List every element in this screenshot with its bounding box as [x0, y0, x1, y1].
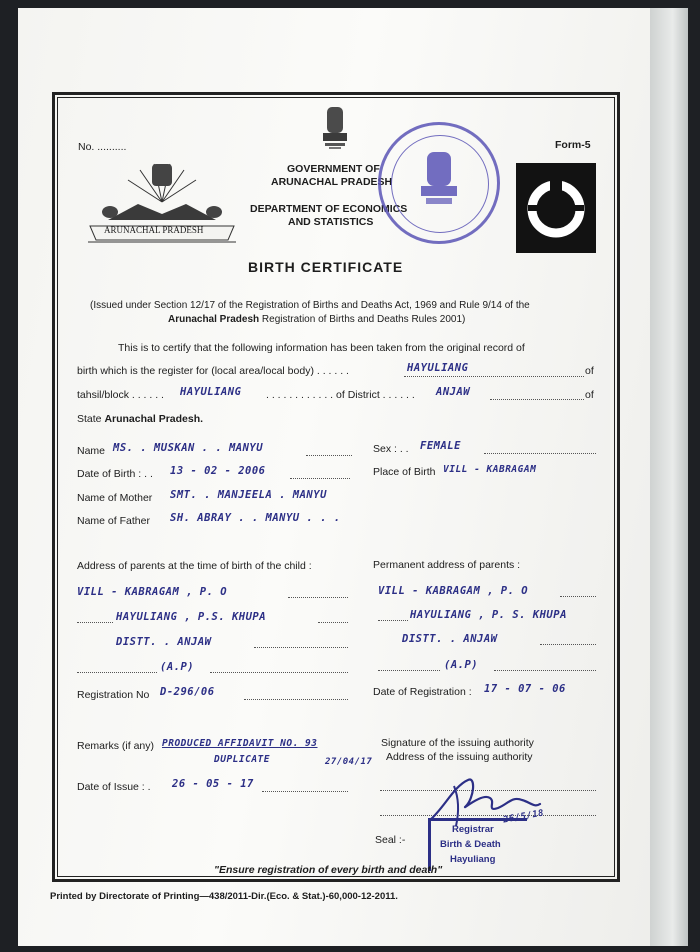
registration-no-label: Registration No	[77, 689, 150, 701]
signature-label: Signature of the issuing authority	[381, 737, 534, 749]
seal-line2: Birth & Death	[440, 839, 501, 850]
printer-footer: Printed by Directorate of Printing—438/2011-Dir.(Eco. & Stat.)-60,000-12-2011.	[50, 891, 398, 902]
remarks-label: Remarks (if any)	[77, 740, 155, 752]
issued-state: Arunachal Pradesh	[168, 314, 260, 325]
state-value: Arunachal Pradesh.	[104, 413, 204, 425]
of-label-2: of	[585, 389, 594, 401]
number-label: No. ..........	[78, 141, 127, 153]
permanent-address-dots2	[378, 620, 408, 621]
father-value: SH. ABRAY . . MANYU . . .	[170, 512, 341, 524]
registration-no-value: D-296/06	[160, 686, 215, 698]
birth-address-line4: (A.P)	[160, 661, 195, 673]
mother-label: Name of Mother	[77, 492, 153, 504]
seal-line1: Registrar	[452, 824, 494, 835]
birth-address-line3: DISTT. . ANJAW	[116, 636, 212, 648]
issue-date-value: 26 - 05 - 17	[172, 778, 254, 790]
slogan: "Ensure registration of every birth and death"	[214, 864, 443, 876]
gov-line2: ARUNACHAL PRADESH	[271, 176, 393, 188]
ashoka-emblem-icon	[321, 105, 349, 151]
remarks-duplicate: DUPLICATE	[214, 754, 270, 765]
birth-address-dots3	[254, 647, 348, 648]
name-value: MS. . MUSKAN . . MANYU	[113, 442, 264, 454]
registration-date-value: 17 - 07 - 06	[484, 683, 566, 695]
birth-address-dots2	[77, 622, 113, 623]
issued-rest: Registration of Births and Deaths Rules 2001)	[259, 314, 466, 325]
sex-dots	[484, 453, 596, 454]
permanent-address-dots3	[540, 644, 596, 645]
permanent-address-line2: HAYULIANG , P. S. KHUPA	[410, 609, 567, 621]
name-dots	[306, 455, 352, 456]
permanent-address-dots4b	[494, 670, 596, 671]
birth-address-dots4b	[210, 672, 348, 673]
laminate-edge	[650, 8, 688, 946]
pob-value: VILL - KABRAGAM	[443, 464, 537, 475]
local-body-value: HAYULIANG	[407, 362, 469, 374]
seal-label: Seal :-	[375, 834, 406, 846]
remarks-date: 27/04/17	[325, 757, 373, 767]
local-body-label: birth which is the register for (local area/local body) . . . . . .	[77, 365, 349, 377]
form-label: Form-5	[555, 139, 591, 151]
gov-line1: GOVERNMENT OF	[287, 163, 380, 175]
issue-date-dots	[262, 791, 348, 792]
certify-line1: This is to certify that the following information has been taken from the original record of	[118, 342, 525, 354]
issued-line1: (Issued under Section 12/17 of the Registration of Births and Deaths Act, 1969 and Rule 9/14 of the	[90, 300, 530, 311]
registration-no-dots	[244, 699, 348, 700]
pob-label: Place of Birth	[373, 466, 436, 478]
father-label: Name of Father	[77, 515, 150, 527]
issue-date-label: Date of Issue : .	[77, 781, 151, 793]
district-value: ANJAW	[436, 386, 471, 398]
dept-line2: AND STATISTICS	[288, 216, 374, 228]
name-label: Name	[77, 445, 106, 457]
mother-value: SMT. . MANJEELA . MANYU	[170, 489, 327, 501]
sex-label: Sex : . .	[373, 443, 409, 455]
permanent-address-line1: VILL - KABRAGAM , P. O	[378, 585, 529, 597]
dob-dots	[290, 478, 350, 479]
permanent-address-label: Permanent address of parents :	[373, 559, 521, 571]
district-label: . . . . . . . . . . . . of District . . . . . .	[266, 389, 415, 401]
permanent-address-line3: DISTT. . ANJAW	[402, 633, 498, 645]
permanent-address-dots4	[378, 670, 440, 671]
signature-date: 26/5/18	[502, 808, 545, 826]
emblem-banner: ARUNACHAL PRADESH	[104, 225, 204, 235]
district-dots	[490, 399, 584, 400]
birth-address-label: Address of parents at the time of birth of the child :	[77, 560, 312, 572]
permanent-address-line4: (A.P)	[444, 659, 479, 671]
permanent-address-dots1	[560, 596, 596, 597]
dob-label: Date of Birth : . .	[77, 468, 153, 480]
dob-value: 13 - 02 - 2006	[170, 465, 266, 477]
seal-line3: Hayuliang	[450, 854, 496, 865]
birth-address-dots2b	[318, 622, 348, 623]
stamp-emblem-icon	[418, 150, 460, 212]
tahsil-value: HAYULIANG	[180, 386, 242, 398]
birth-address-line2: HAYULIANG , P.S. KHUPA	[116, 611, 267, 623]
dept-line1: DEPARTMENT OF ECONOMICS	[250, 203, 408, 215]
of-label-1: of	[585, 365, 594, 377]
issued-line2	[168, 313, 465, 326]
ces-logo	[516, 163, 596, 253]
birth-address-dots4	[77, 672, 157, 673]
registration-date-label: Date of Registration :	[373, 686, 472, 698]
remarks-value: PRODUCED AFFIDAVIT NO. 93	[162, 738, 318, 749]
local-body-dots	[404, 376, 584, 377]
ces-logo-icon	[516, 163, 596, 253]
birth-address-line1: VILL - KABRAGAM , P. O	[77, 586, 228, 598]
state-label: State	[77, 413, 105, 425]
sex-value: FEMALE	[420, 440, 461, 452]
birth-address-dots1	[288, 597, 348, 598]
certificate-title: BIRTH CERTIFICATE	[248, 259, 404, 275]
state-line	[77, 413, 203, 426]
address-authority-label: Address of the issuing authority	[386, 751, 533, 763]
tahsil-label: tahsil/block . . . . . .	[77, 389, 164, 401]
